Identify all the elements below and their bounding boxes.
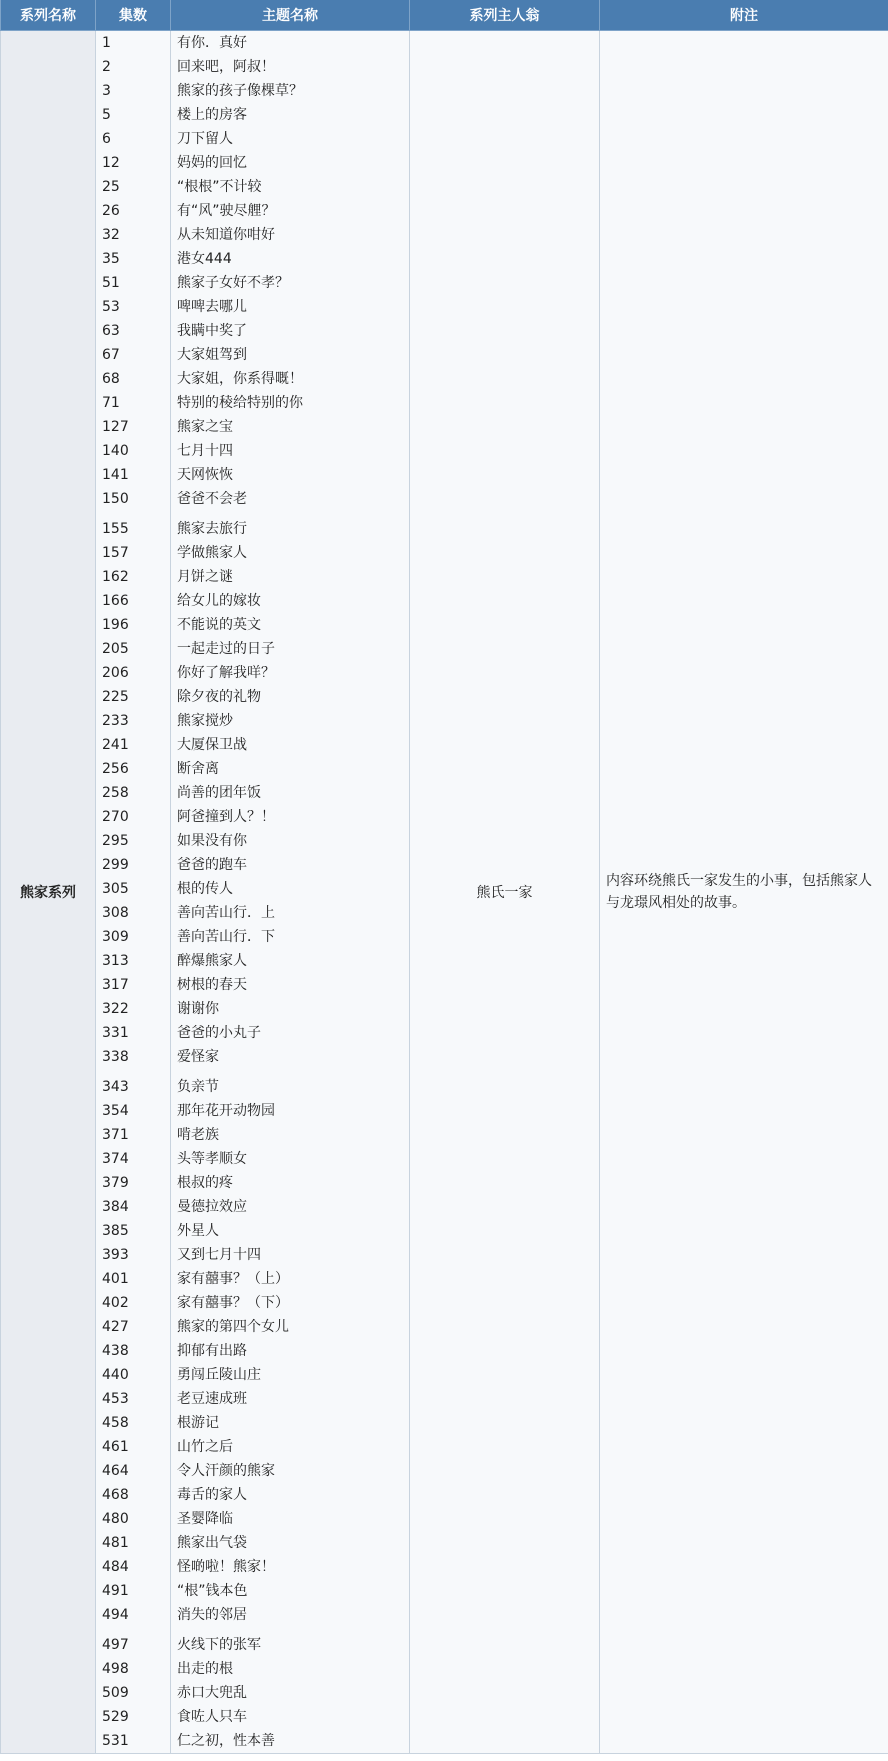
episode-number: 1 (96, 31, 171, 55)
episode-title: 七月十四 (177, 443, 233, 459)
episode-row (96, 127, 409, 151)
episode-number: 35 (96, 247, 171, 271)
episode-title: 爸爸的跑车 (177, 857, 247, 873)
episode-row (96, 343, 409, 367)
episode-title: 谢谢你 (177, 1001, 219, 1017)
episode-row (96, 733, 409, 757)
episode-title: 消失的邻居 (177, 1607, 247, 1623)
episode-number: 529 (96, 1705, 171, 1729)
episode-number: 141 (96, 463, 171, 487)
episode-title: 负亲节 (177, 1079, 219, 1095)
episode-number: 531 (96, 1729, 171, 1753)
episode-row (96, 295, 409, 319)
episode-row (96, 901, 409, 925)
episode-title: 爱怪家 (177, 1049, 219, 1065)
episode-row (96, 709, 409, 733)
episode-title: 老豆速成班 (177, 1391, 247, 1407)
episode-number: 491 (96, 1579, 171, 1603)
episode-number: 270 (96, 805, 171, 829)
episode-row (96, 805, 409, 829)
episode-row (96, 463, 409, 487)
episode-title: 楼上的房客 (177, 107, 247, 123)
episode-number: 374 (96, 1147, 171, 1171)
episode-title: 妈妈的回忆 (177, 155, 247, 171)
header-note: 附注 (600, 0, 888, 31)
episode-row (96, 79, 409, 103)
episode-row (96, 1267, 409, 1291)
episode-row (96, 319, 409, 343)
episode-title: 树根的春天 (177, 977, 247, 993)
episode-title: 啤啤去哪儿 (177, 299, 247, 315)
episode-title: 曼德拉效应 (177, 1199, 247, 1215)
episode-number: 498 (96, 1657, 171, 1681)
episode-row (96, 613, 409, 637)
episode-number: 157 (96, 541, 171, 565)
episode-row (96, 829, 409, 853)
episode-title: 头等孝顺女 (177, 1151, 247, 1167)
episode-number: 384 (96, 1195, 171, 1219)
episode-number: 402 (96, 1291, 171, 1315)
episode-title: 尚善的团年饭 (177, 785, 261, 801)
episode-number: 196 (96, 613, 171, 637)
episode-number: 127 (96, 415, 171, 439)
episode-row (96, 1339, 409, 1363)
episode-title: 我瞒中奖了 (177, 323, 247, 339)
episode-row (96, 1483, 409, 1507)
episode-number: 453 (96, 1387, 171, 1411)
episode-number: 343 (96, 1075, 171, 1099)
episode-row (96, 1531, 409, 1555)
episode-row (96, 1435, 409, 1459)
episode-title: 出走的根 (177, 1661, 233, 1677)
episode-title: 善向苦山行．下 (177, 929, 275, 945)
episode-title: 怪啲啦！熊家！ (177, 1559, 275, 1575)
episode-row (96, 1315, 409, 1339)
episode-title: 勇闯丘陵山庄 (177, 1367, 261, 1383)
episode-number: 385 (96, 1219, 171, 1243)
episode-number: 313 (96, 949, 171, 973)
episode-title: 你好了解我咩？ (177, 665, 275, 681)
episode-list (96, 31, 410, 1754)
episode-number: 509 (96, 1681, 171, 1705)
episode-number: 464 (96, 1459, 171, 1483)
episode-row (96, 1021, 409, 1045)
episode-title: 外星人 (177, 1223, 219, 1239)
header-episode: 集数 (96, 0, 171, 31)
episode-number: 25 (96, 175, 171, 199)
episode-number: 155 (96, 517, 171, 541)
episode-row (96, 1603, 409, 1627)
episode-row (96, 1507, 409, 1531)
episode-row (96, 1123, 409, 1147)
episode-row (96, 247, 409, 271)
episode-number: 63 (96, 319, 171, 343)
episode-title: 火线下的张军 (177, 1637, 261, 1653)
episode-row (96, 541, 409, 565)
episode-row (96, 757, 409, 781)
episode-number: 32 (96, 223, 171, 247)
episode-title: 熊家的孩子像棵草？ (177, 83, 303, 99)
episode-number: 205 (96, 637, 171, 661)
episode-row (96, 877, 409, 901)
episode-row (96, 1171, 409, 1195)
episode-row (96, 1657, 409, 1681)
episode-title: 断舍离 (177, 761, 219, 777)
series-name: 熊家系列 (1, 31, 96, 1754)
episode-title: 家有囍事？（上） (177, 1271, 289, 1287)
episode-number: 53 (96, 295, 171, 319)
episode-number: 225 (96, 685, 171, 709)
episode-title: 仁之初，性本善 (177, 1733, 275, 1749)
episode-row (96, 517, 409, 541)
episode-row (96, 925, 409, 949)
episode-title: 一起走过的日子 (177, 641, 275, 657)
episode-row (96, 1045, 409, 1069)
episode-title: 根游记 (177, 1415, 219, 1431)
episode-row (96, 55, 409, 79)
episode-row (96, 1363, 409, 1387)
episode-row (96, 781, 409, 805)
episode-number: 12 (96, 151, 171, 175)
episode-row (96, 589, 409, 613)
episode-title: 港女444 (177, 251, 232, 267)
episode-number: 494 (96, 1603, 171, 1627)
episode-row (96, 1387, 409, 1411)
episode-title: “根”钱本色 (177, 1583, 248, 1599)
episode-row (96, 1555, 409, 1579)
episode-row (96, 949, 409, 973)
episode-number: 484 (96, 1555, 171, 1579)
episode-title: 刀下留人 (177, 131, 233, 147)
episode-title: 不能说的英文 (177, 617, 261, 633)
header-series: 系列名称 (1, 0, 96, 31)
episode-row (96, 997, 409, 1021)
episode-title: 根的传人 (177, 881, 233, 897)
header-row (1, 0, 888, 31)
episode-number: 68 (96, 367, 171, 391)
episode-title: 如果没有你 (177, 833, 247, 849)
episode-row (96, 1147, 409, 1171)
episode-row (96, 199, 409, 223)
episode-title: 爸爸的小丸子 (177, 1025, 261, 1041)
series-host: 熊氏一家 (410, 31, 600, 1754)
episode-row (96, 637, 409, 661)
episode-number: 393 (96, 1243, 171, 1267)
episode-number: 241 (96, 733, 171, 757)
episode-row (96, 415, 409, 439)
episode-title: “根根”不计较 (177, 179, 262, 195)
episode-title: 特别的稜给特别的你 (177, 395, 303, 411)
header-host: 系列主人翁 (410, 0, 600, 31)
episode-row (96, 1219, 409, 1243)
episode-title: 圣婴降临 (177, 1511, 233, 1527)
episode-title: 大家姐，你系得嘅！ (177, 371, 303, 387)
episode-row (96, 1411, 409, 1435)
episode-number: 206 (96, 661, 171, 685)
episode-row (96, 1459, 409, 1483)
series-note: 内容环绕熊氏一家发生的小事，包括熊家人与龙璟风相处的故事。 (600, 31, 888, 1754)
episode-row (96, 271, 409, 295)
episode-row (96, 1243, 409, 1267)
episode-row (96, 391, 409, 415)
header-title: 主题名称 (171, 0, 410, 31)
episode-number: 150 (96, 487, 171, 511)
episode-number: 308 (96, 901, 171, 925)
episode-number: 371 (96, 1123, 171, 1147)
episode-row (96, 1729, 409, 1753)
episode-row (96, 487, 409, 511)
episode-row (96, 1195, 409, 1219)
episode-row (96, 223, 409, 247)
episode-row (96, 1681, 409, 1705)
episode-number: 140 (96, 439, 171, 463)
episode-number: 317 (96, 973, 171, 997)
episode-number: 468 (96, 1483, 171, 1507)
episode-title: 除夕夜的礼物 (177, 689, 261, 705)
episode-title: 熊家去旅行 (177, 521, 247, 537)
episode-row (96, 661, 409, 685)
episode-number: 67 (96, 343, 171, 367)
episode-row (96, 175, 409, 199)
episode-title: 熊家出气袋 (177, 1535, 247, 1551)
episode-title: 大厦保卫战 (177, 737, 247, 753)
episode-number: 233 (96, 709, 171, 733)
episode-number: 71 (96, 391, 171, 415)
episode-row (96, 685, 409, 709)
episode-row (96, 853, 409, 877)
episode-number: 166 (96, 589, 171, 613)
episode-title: 毒舌的家人 (177, 1487, 247, 1503)
series-row (1, 31, 888, 1754)
episode-title: 熊家搅炒 (177, 713, 233, 729)
episode-title: 食咗人只车 (177, 1709, 247, 1725)
episode-row (96, 1633, 409, 1657)
episode-row (96, 565, 409, 589)
episode-title: 有“风”驶尽艃？ (177, 203, 276, 219)
episode-number: 401 (96, 1267, 171, 1291)
episode-number: 480 (96, 1507, 171, 1531)
episode-title: 醉爆熊家人 (177, 953, 247, 969)
episode-title: 爸爸不会老 (177, 491, 247, 507)
episode-number: 309 (96, 925, 171, 949)
episode-number: 256 (96, 757, 171, 781)
episode-title: 山竹之后 (177, 1439, 233, 1455)
episode-number: 497 (96, 1633, 171, 1657)
episode-title: 熊家子女好不孝？ (177, 275, 289, 291)
episode-title: 啃老族 (177, 1127, 219, 1143)
episode-row (96, 103, 409, 127)
episode-title: 天网恢恢 (177, 467, 233, 483)
episode-number: 5 (96, 103, 171, 127)
episode-title: 赤口大兜乱 (177, 1685, 247, 1701)
episode-row (96, 973, 409, 997)
episode-row (96, 367, 409, 391)
episode-number: 26 (96, 199, 171, 223)
episode-row (96, 151, 409, 175)
episode-number: 3 (96, 79, 171, 103)
episode-number: 322 (96, 997, 171, 1021)
episode-number: 331 (96, 1021, 171, 1045)
episode-number: 440 (96, 1363, 171, 1387)
episode-number: 379 (96, 1171, 171, 1195)
episode-number: 305 (96, 877, 171, 901)
episode-title: 有你．真好 (177, 35, 247, 51)
episode-number: 162 (96, 565, 171, 589)
episode-title: 阿爸撞到人？！ (177, 809, 275, 825)
episode-title: 善向苦山行．上 (177, 905, 275, 921)
episode-title: 熊家的第四个女儿 (177, 1319, 289, 1335)
episode-title: 大家姐驾到 (177, 347, 247, 363)
episode-title: 令人汗颜的熊家 (177, 1463, 275, 1479)
episode-number: 438 (96, 1339, 171, 1363)
episode-number: 427 (96, 1315, 171, 1339)
episode-row (96, 31, 409, 55)
episode-row (96, 1291, 409, 1315)
episode-number: 258 (96, 781, 171, 805)
episode-title: 又到七月十四 (177, 1247, 261, 1263)
episode-title: 回来吧，阿叔！ (177, 59, 275, 75)
episode-row (96, 1705, 409, 1729)
episode-title: 抑郁有出路 (177, 1343, 247, 1359)
episode-row (96, 439, 409, 463)
episode-number: 295 (96, 829, 171, 853)
episode-number: 481 (96, 1531, 171, 1555)
episode-title: 家有囍事？（下） (177, 1295, 289, 1311)
episode-title: 根叔的疼 (177, 1175, 233, 1191)
episode-title: 从未知道你咁好 (177, 227, 275, 243)
episode-row (96, 1099, 409, 1123)
episode-number: 51 (96, 271, 171, 295)
episode-title: 熊家之宝 (177, 419, 233, 435)
episode-number: 2 (96, 55, 171, 79)
episode-number: 6 (96, 127, 171, 151)
episode-number: 458 (96, 1411, 171, 1435)
episode-title: 那年花开动物园 (177, 1103, 275, 1119)
episode-title: 学做熊家人 (177, 545, 247, 561)
episode-row (96, 1075, 409, 1099)
episode-number: 461 (96, 1435, 171, 1459)
episode-number: 354 (96, 1099, 171, 1123)
episode-title: 月饼之谜 (177, 569, 233, 585)
episode-number: 338 (96, 1045, 171, 1069)
episode-row (96, 1579, 409, 1603)
episode-title: 给女儿的嫁妆 (177, 593, 261, 609)
episode-number: 299 (96, 853, 171, 877)
